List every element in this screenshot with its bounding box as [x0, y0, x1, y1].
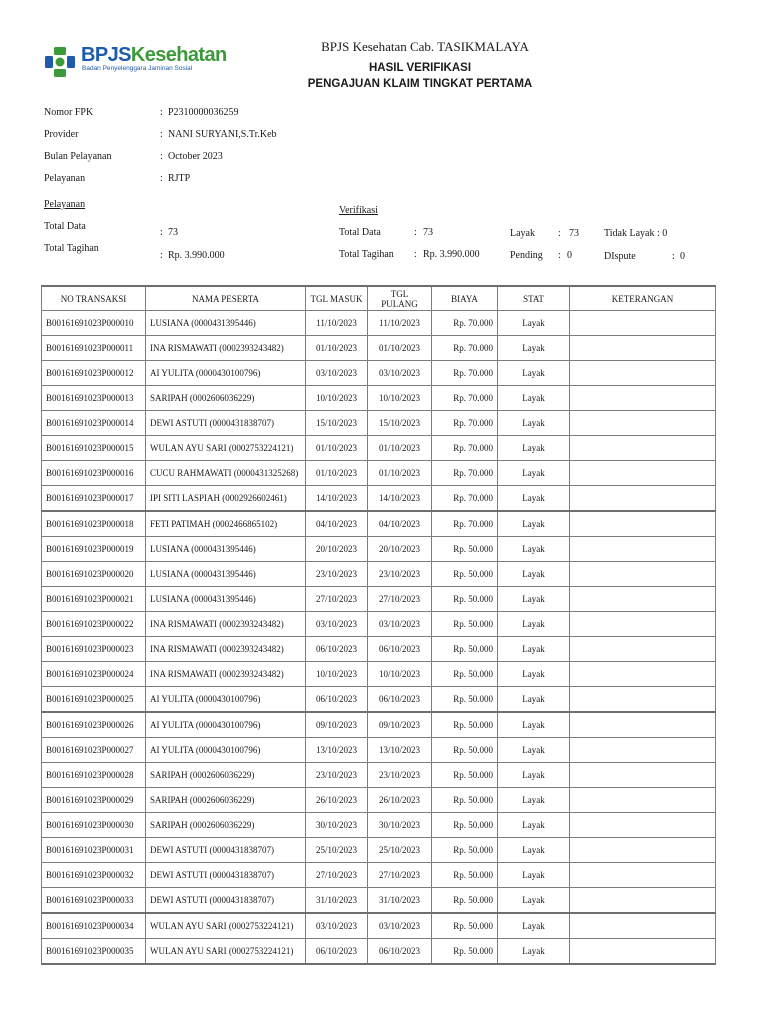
- pelayanan-label: Pelayanan: [44, 173, 86, 184]
- table-row: [42, 687, 716, 713]
- verifikasi-heading: Verifikasi: [339, 205, 378, 216]
- tgl-pulang-cell: 01/10/2023: [368, 336, 432, 361]
- biaya-cell: Rp. 50.000: [432, 813, 498, 838]
- keterangan-cell: [570, 738, 716, 763]
- nama-peserta-cell: FETI PATIMAH (0002466865102): [146, 511, 306, 537]
- stat-cell: Layak: [498, 763, 570, 788]
- table-row: [42, 336, 716, 361]
- nama-peserta-cell: INA RISMAWATI (0002393243482): [146, 336, 306, 361]
- keterangan-cell: [570, 763, 716, 788]
- no-transaksi-cell: B00161691023P000020: [42, 562, 146, 587]
- stat-cell: Layak: [498, 587, 570, 612]
- biaya-cell: Rp. 70.000: [432, 411, 498, 436]
- nama-peserta-cell: INA RISMAWATI (0002393243482): [146, 637, 306, 662]
- keterangan-cell: [570, 662, 716, 687]
- stat-cell: Layak: [498, 662, 570, 687]
- bpjs-logo: [44, 44, 227, 78]
- tgl-masuk-cell: 25/10/2023: [306, 838, 368, 863]
- stat-cell: Layak: [498, 738, 570, 763]
- tgl-masuk-cell: 23/10/2023: [306, 763, 368, 788]
- tidak-layak: Tidak Layak : 0: [604, 228, 668, 239]
- dispute-label: DIspute: [604, 251, 636, 262]
- no-transaksi-cell: B00161691023P000011: [42, 336, 146, 361]
- nama-peserta-cell: LUSIANA (0000431395446): [146, 311, 306, 336]
- ver-total-data-label: Total Data: [339, 227, 381, 238]
- stat-cell: Layak: [498, 712, 570, 738]
- tgl-masuk-cell: 01/10/2023: [306, 336, 368, 361]
- stat-cell: Layak: [498, 411, 570, 436]
- stat-cell: Layak: [498, 888, 570, 914]
- tgl-masuk-cell: 10/10/2023: [306, 386, 368, 411]
- keterangan-cell: [570, 562, 716, 587]
- keterangan-cell: [570, 537, 716, 562]
- stat-cell: Layak: [498, 788, 570, 813]
- tgl-pulang-cell: 03/10/2023: [368, 361, 432, 386]
- ver-total-tagihan-label: Total Tagihan: [339, 249, 394, 260]
- stat-cell: Layak: [498, 361, 570, 386]
- tgl-pulang-cell: 23/10/2023: [368, 763, 432, 788]
- biaya-cell: Rp. 50.000: [432, 913, 498, 939]
- tgl-pulang-cell: 01/10/2023: [368, 461, 432, 486]
- layak-value: 73: [569, 228, 579, 239]
- keterangan-cell: [570, 788, 716, 813]
- office-name: BPJS Kesehatan Cab. TASIKMALAYA: [321, 39, 529, 54]
- tgl-masuk-cell: 31/10/2023: [306, 888, 368, 914]
- column-header: STAT: [498, 286, 570, 311]
- stat-cell: Layak: [498, 336, 570, 361]
- table-row: [42, 738, 716, 763]
- table-row: [42, 612, 716, 637]
- table-row: [42, 486, 716, 512]
- tgl-pulang-cell: 06/10/2023: [368, 939, 432, 965]
- keterangan-cell: [570, 612, 716, 637]
- table-row: [42, 788, 716, 813]
- biaya-cell: Rp. 50.000: [432, 788, 498, 813]
- nama-peserta-cell: DEWI ASTUTI (0000431838707): [146, 888, 306, 914]
- nama-peserta-cell: AI YULITA (0000430100796): [146, 687, 306, 713]
- layak-label: Layak: [510, 228, 535, 239]
- nomor-fpk-value: P2310000036259: [168, 107, 239, 118]
- tgl-pulang-cell: 03/10/2023: [368, 612, 432, 637]
- nama-peserta-cell: LUSIANA (0000431395446): [146, 562, 306, 587]
- no-transaksi-cell: B00161691023P000034: [42, 913, 146, 939]
- tgl-masuk-cell: 14/10/2023: [306, 486, 368, 512]
- no-transaksi-cell: B00161691023P000016: [42, 461, 146, 486]
- stat-cell: Layak: [498, 687, 570, 713]
- table-row: [42, 939, 716, 965]
- separator: :: [672, 251, 675, 262]
- total-tagihan-value: Rp. 3.990.000: [168, 250, 225, 261]
- no-transaksi-cell: B00161691023P000019: [42, 537, 146, 562]
- separator: :: [160, 173, 163, 184]
- total-tagihan-label: Total Tagihan: [44, 243, 99, 254]
- stat-cell: Layak: [498, 612, 570, 637]
- tgl-pulang-cell: 31/10/2023: [368, 888, 432, 914]
- tgl-masuk-cell: 30/10/2023: [306, 813, 368, 838]
- stat-cell: Layak: [498, 311, 570, 336]
- stat-cell: Layak: [498, 436, 570, 461]
- tgl-masuk-cell: 26/10/2023: [306, 788, 368, 813]
- tgl-pulang-cell: 06/10/2023: [368, 637, 432, 662]
- no-transaksi-cell: B00161691023P000024: [42, 662, 146, 687]
- no-transaksi-cell: B00161691023P000035: [42, 939, 146, 965]
- biaya-cell: Rp. 50.000: [432, 712, 498, 738]
- nama-peserta-cell: WULAN AYU SARI (0002753224121): [146, 939, 306, 965]
- nama-peserta-cell: AI YULITA (0000430100796): [146, 712, 306, 738]
- biaya-cell: Rp. 50.000: [432, 637, 498, 662]
- nama-peserta-cell: AI YULITA (0000430100796): [146, 361, 306, 386]
- tgl-masuk-cell: 06/10/2023: [306, 687, 368, 713]
- keterangan-cell: [570, 939, 716, 965]
- no-transaksi-cell: B00161691023P000018: [42, 511, 146, 537]
- stat-cell: Layak: [498, 863, 570, 888]
- no-transaksi-cell: B00161691023P000023: [42, 637, 146, 662]
- keterangan-cell: [570, 587, 716, 612]
- keterangan-cell: [570, 637, 716, 662]
- biaya-cell: Rp. 50.000: [432, 939, 498, 965]
- stat-cell: Layak: [498, 813, 570, 838]
- pending-value: 0: [567, 250, 572, 261]
- stat-cell: Layak: [498, 913, 570, 939]
- nama-peserta-cell: WULAN AYU SARI (0002753224121): [146, 913, 306, 939]
- keterangan-cell: [570, 361, 716, 386]
- tgl-pulang-cell: 13/10/2023: [368, 738, 432, 763]
- biaya-cell: Rp. 50.000: [432, 763, 498, 788]
- column-header: NO TRANSAKSI: [42, 286, 146, 311]
- separator: :: [558, 228, 561, 239]
- provider-value: NANI SURYANI,S.Tr.Keb: [168, 129, 277, 140]
- no-transaksi-cell: B00161691023P000025: [42, 687, 146, 713]
- nama-peserta-cell: WULAN AYU SARI (0002753224121): [146, 436, 306, 461]
- table-row: [42, 763, 716, 788]
- no-transaksi-cell: B00161691023P000010: [42, 311, 146, 336]
- table-row: [42, 838, 716, 863]
- table-body: [42, 311, 716, 965]
- stat-cell: Layak: [498, 637, 570, 662]
- biaya-cell: Rp. 70.000: [432, 311, 498, 336]
- keterangan-cell: [570, 838, 716, 863]
- no-transaksi-cell: B00161691023P000031: [42, 838, 146, 863]
- table-row: [42, 411, 716, 436]
- table-row: [42, 813, 716, 838]
- stat-cell: Layak: [498, 939, 570, 965]
- biaya-cell: Rp. 70.000: [432, 486, 498, 512]
- biaya-cell: Rp. 50.000: [432, 562, 498, 587]
- no-transaksi-cell: B00161691023P000013: [42, 386, 146, 411]
- table-row: [42, 311, 716, 336]
- separator: :: [558, 250, 561, 261]
- keterangan-cell: [570, 687, 716, 713]
- nama-peserta-cell: LUSIANA (0000431395446): [146, 537, 306, 562]
- table-row: [42, 562, 716, 587]
- dispute-value: 0: [680, 251, 685, 262]
- tgl-masuk-cell: 11/10/2023: [306, 311, 368, 336]
- no-transaksi-cell: B00161691023P000015: [42, 436, 146, 461]
- tgl-masuk-cell: 20/10/2023: [306, 537, 368, 562]
- table-row: [42, 436, 716, 461]
- brand-tagline: Badan Penyelenggara Jaminan Sosial: [82, 65, 193, 72]
- biaya-cell: Rp. 70.000: [432, 511, 498, 537]
- stat-cell: Layak: [498, 537, 570, 562]
- no-transaksi-cell: B00161691023P000033: [42, 888, 146, 914]
- tgl-masuk-cell: 27/10/2023: [306, 863, 368, 888]
- keterangan-cell: [570, 436, 716, 461]
- brand-name: [81, 44, 227, 66]
- tgl-pulang-cell: 23/10/2023: [368, 562, 432, 587]
- tgl-masuk-cell: 23/10/2023: [306, 562, 368, 587]
- nama-peserta-cell: SARIPAH (0002606036229): [146, 763, 306, 788]
- no-transaksi-cell: B00161691023P000021: [42, 587, 146, 612]
- table-row: [42, 537, 716, 562]
- biaya-cell: Rp. 70.000: [432, 436, 498, 461]
- separator: :: [414, 249, 417, 260]
- keterangan-cell: [570, 863, 716, 888]
- table-row: [42, 662, 716, 687]
- tgl-pulang-cell: 11/10/2023: [368, 311, 432, 336]
- no-transaksi-cell: B00161691023P000027: [42, 738, 146, 763]
- stat-cell: Layak: [498, 486, 570, 512]
- total-data-value: 73: [168, 227, 178, 238]
- tgl-masuk-cell: 06/10/2023: [306, 637, 368, 662]
- biaya-cell: Rp. 50.000: [432, 662, 498, 687]
- tgl-pulang-cell: 10/10/2023: [368, 386, 432, 411]
- brand-name-part1: BPJS: [81, 44, 131, 66]
- biaya-cell: Rp. 70.000: [432, 336, 498, 361]
- no-transaksi-cell: B00161691023P000014: [42, 411, 146, 436]
- biaya-cell: Rp. 50.000: [432, 612, 498, 637]
- tgl-pulang-cell: 04/10/2023: [368, 511, 432, 537]
- biaya-cell: Rp. 50.000: [432, 738, 498, 763]
- table-row: [42, 511, 716, 537]
- biaya-cell: Rp. 50.000: [432, 687, 498, 713]
- separator: :: [160, 129, 163, 140]
- biaya-cell: Rp. 50.000: [432, 587, 498, 612]
- nama-peserta-cell: DEWI ASTUTI (0000431838707): [146, 411, 306, 436]
- provider-label: Provider: [44, 129, 79, 140]
- document-subtitle: PENGAJUAN KLAIM TINGKAT PERTAMA: [307, 78, 533, 90]
- keterangan-cell: [570, 813, 716, 838]
- tgl-masuk-cell: 01/10/2023: [306, 461, 368, 486]
- brand-name-part2: Kesehatan: [130, 44, 227, 66]
- no-transaksi-cell: B00161691023P000030: [42, 813, 146, 838]
- ver-total-tagihan-value: Rp. 3.990.000: [423, 249, 480, 260]
- no-transaksi-cell: B00161691023P000028: [42, 763, 146, 788]
- pending-label: Pending: [510, 250, 543, 261]
- tgl-masuk-cell: 06/10/2023: [306, 939, 368, 965]
- nama-peserta-cell: IPI SITI LASPIAH (0002926602461): [146, 486, 306, 512]
- tgl-pulang-cell: 09/10/2023: [368, 712, 432, 738]
- bulan-pelayanan-value: October 2023: [168, 151, 223, 162]
- transactions-table: [41, 285, 716, 965]
- tgl-pulang-cell: 15/10/2023: [368, 411, 432, 436]
- tgl-pulang-cell: 20/10/2023: [368, 537, 432, 562]
- biaya-cell: Rp. 70.000: [432, 461, 498, 486]
- tgl-pulang-cell: 30/10/2023: [368, 813, 432, 838]
- column-header: NAMA PESERTA: [146, 286, 306, 311]
- keterangan-cell: [570, 511, 716, 537]
- stat-cell: Layak: [498, 562, 570, 587]
- document-title: HASIL VERIFIKASI: [368, 62, 472, 74]
- separator: :: [414, 227, 417, 238]
- table-row: [42, 913, 716, 939]
- keterangan-cell: [570, 336, 716, 361]
- bpjs-logo-icon: [44, 46, 76, 78]
- column-header: BIAYA: [432, 286, 498, 311]
- keterangan-cell: [570, 486, 716, 512]
- tgl-pulang-cell: 14/10/2023: [368, 486, 432, 512]
- stat-cell: Layak: [498, 386, 570, 411]
- nama-peserta-cell: SARIPAH (0002606036229): [146, 813, 306, 838]
- table-header-row: [42, 286, 716, 311]
- tgl-masuk-cell: 15/10/2023: [306, 411, 368, 436]
- biaya-cell: Rp. 70.000: [432, 386, 498, 411]
- no-transaksi-cell: B00161691023P000012: [42, 361, 146, 386]
- tgl-masuk-cell: 13/10/2023: [306, 738, 368, 763]
- no-transaksi-cell: B00161691023P000032: [42, 863, 146, 888]
- tgl-masuk-cell: 10/10/2023: [306, 662, 368, 687]
- tgl-masuk-cell: 04/10/2023: [306, 511, 368, 537]
- separator: :: [160, 107, 163, 118]
- table-row: [42, 637, 716, 662]
- tgl-pulang-cell: 27/10/2023: [368, 587, 432, 612]
- tgl-masuk-cell: 03/10/2023: [306, 612, 368, 637]
- table-row: [42, 587, 716, 612]
- biaya-cell: Rp. 50.000: [432, 888, 498, 914]
- column-header: TGL MASUK: [306, 286, 368, 311]
- separator: :: [160, 151, 163, 162]
- stat-cell: Layak: [498, 511, 570, 537]
- nomor-fpk-label: Nomor FPK: [44, 107, 94, 118]
- tgl-masuk-cell: 01/10/2023: [306, 436, 368, 461]
- table-row: [42, 888, 716, 914]
- keterangan-cell: [570, 461, 716, 486]
- bulan-pelayanan-label: Bulan Pelayanan: [44, 151, 112, 162]
- keterangan-cell: [570, 386, 716, 411]
- table-row: [42, 712, 716, 738]
- tgl-pulang-cell: 06/10/2023: [368, 687, 432, 713]
- total-data-label: Total Data: [44, 221, 86, 232]
- tgl-pulang-cell: 10/10/2023: [368, 662, 432, 687]
- biaya-cell: Rp. 50.000: [432, 537, 498, 562]
- nama-peserta-cell: INA RISMAWATI (0002393243482): [146, 612, 306, 637]
- tgl-masuk-cell: 09/10/2023: [306, 712, 368, 738]
- no-transaksi-cell: B00161691023P000017: [42, 486, 146, 512]
- tgl-masuk-cell: 03/10/2023: [306, 361, 368, 386]
- biaya-cell: Rp. 70.000: [432, 361, 498, 386]
- keterangan-cell: [570, 913, 716, 939]
- keterangan-cell: [570, 311, 716, 336]
- nama-peserta-cell: DEWI ASTUTI (0000431838707): [146, 838, 306, 863]
- table-row: [42, 461, 716, 486]
- no-transaksi-cell: B00161691023P000029: [42, 788, 146, 813]
- separator: :: [160, 227, 163, 238]
- tgl-pulang-cell: 27/10/2023: [368, 863, 432, 888]
- tgl-masuk-cell: 03/10/2023: [306, 913, 368, 939]
- tgl-pulang-cell: 25/10/2023: [368, 838, 432, 863]
- table-row: [42, 386, 716, 411]
- nama-peserta-cell: LUSIANA (0000431395446): [146, 587, 306, 612]
- nama-peserta-cell: DEWI ASTUTI (0000431838707): [146, 863, 306, 888]
- nama-peserta-cell: CUCU RAHMAWATI (0000431325268): [146, 461, 306, 486]
- no-transaksi-cell: B00161691023P000026: [42, 712, 146, 738]
- biaya-cell: Rp. 50.000: [432, 838, 498, 863]
- column-header: TGL PULANG: [368, 286, 432, 311]
- biaya-cell: Rp. 50.000: [432, 863, 498, 888]
- pelayanan-heading: Pelayanan: [44, 199, 86, 210]
- nama-peserta-cell: SARIPAH (0002606036229): [146, 788, 306, 813]
- keterangan-cell: [570, 888, 716, 914]
- column-header: KETERANGAN: [570, 286, 716, 311]
- tgl-masuk-cell: 27/10/2023: [306, 587, 368, 612]
- separator: :: [160, 250, 163, 261]
- tgl-pulang-cell: 26/10/2023: [368, 788, 432, 813]
- tgl-pulang-cell: 03/10/2023: [368, 913, 432, 939]
- keterangan-cell: [570, 411, 716, 436]
- nama-peserta-cell: AI YULITA (0000430100796): [146, 738, 306, 763]
- stat-cell: Layak: [498, 838, 570, 863]
- no-transaksi-cell: B00161691023P000022: [42, 612, 146, 637]
- keterangan-cell: [570, 712, 716, 738]
- tgl-pulang-cell: 01/10/2023: [368, 436, 432, 461]
- table-row: [42, 863, 716, 888]
- stat-cell: Layak: [498, 461, 570, 486]
- ver-total-data-value: 73: [423, 227, 433, 238]
- pelayanan-value: RJTP: [168, 173, 191, 184]
- nama-peserta-cell: INA RISMAWATI (0002393243482): [146, 662, 306, 687]
- nama-peserta-cell: SARIPAH (0002606036229): [146, 386, 306, 411]
- table-row: [42, 361, 716, 386]
